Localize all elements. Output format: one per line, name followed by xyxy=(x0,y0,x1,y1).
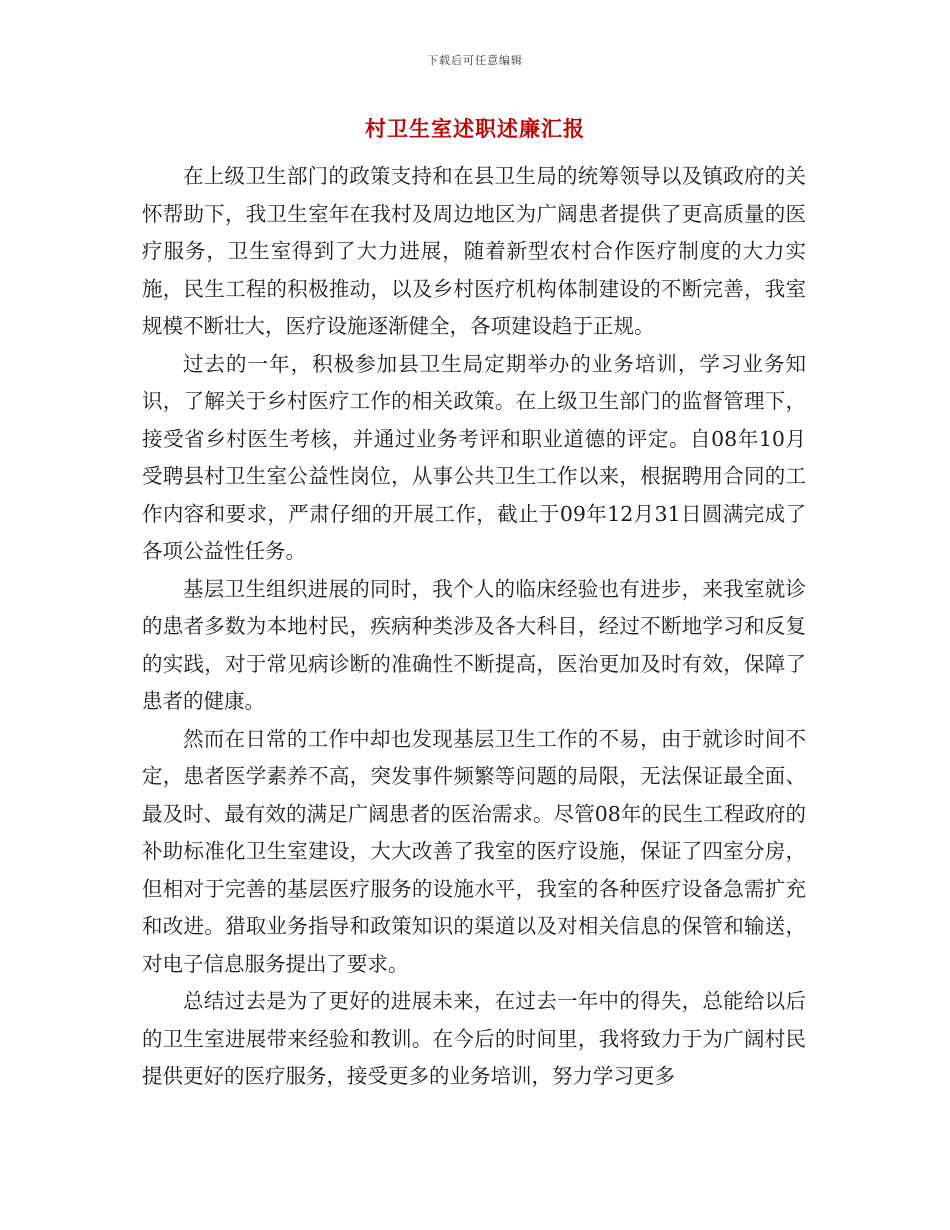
document-body xyxy=(142,158,806,1096)
paragraph-4: 然而在日常的工作中却也发现基层卫生工作的不易，由于就诊时间不定，患者医学素养不高，突发事件频繁等问题的局限，无法保证最全面、最及时、最有效的满足广阔患者的医治需求。尽管08年的民生工程政府的补助标准化卫生室建设，大大改善了我室的医疗设施，保证了四室分房，但相对于完善的基层医疗服务的设施水平，我室的各种医疗设备急需扩充和改进。猎取业务指导和政策知识的渠道以及对相关信息的保管和输送，对电子信息服务提出了要求。 xyxy=(142,726,806,976)
paragraph-2: 过去的一年，积极参加县卫生局定期举办的业务培训，学习业务知识，了解关于乡村医疗工作的相关政策。在上级卫生部门的监督管理下，接受省乡村医生考核，并通过业务考评和职业道德的评定。自08年10月受聘县村卫生室公益性岗位，从事公共卫生工作以来，根据聘用合同的工作内容和要求，严肃仔细的开展工作，截止于09年12月31日圆满完成了各项公益性任务。 xyxy=(142,351,806,563)
paragraph-1: 在上级卫生部门的政策支持和在县卫生局的统筹领导以及镇政府的关怀帮助下，我卫生室年在我村及周边地区为广阔患者提供了更高质量的医疗服务，卫生室得到了大力进展，随着新型农村合作医疗制度的大力实施，民生工程的积极推动，以及乡村医疗机构体制建设的不断完善，我室规模不断壮大，医疗设施逐渐健全，各项建设趋于正规。 xyxy=(142,164,806,338)
paragraph-3: 基层卫生组织进展的同时，我个人的临床经验也有进步，来我室就诊的患者多数为本地村民，疾病种类涉及各大科目，经过不断地学习和反复的实践，对于常见病诊断的准确性不断提高，医治更加及时有效，保障了患者的健康。 xyxy=(142,576,806,713)
paragraph-5: 总结过去是为了更好的进展未来，在过去一年中的得失，总能给以后的卫生室进展带来经验和教训。在今后的时间里，我将致力于为广阔村民提供更好的医疗服务，接受更多的业务培训，努力学习更多 xyxy=(142,989,806,1088)
document-title: 村卫生室述职述廉汇报 xyxy=(365,116,585,141)
page-header-note: 下载后可任意编辑 xyxy=(427,54,523,67)
